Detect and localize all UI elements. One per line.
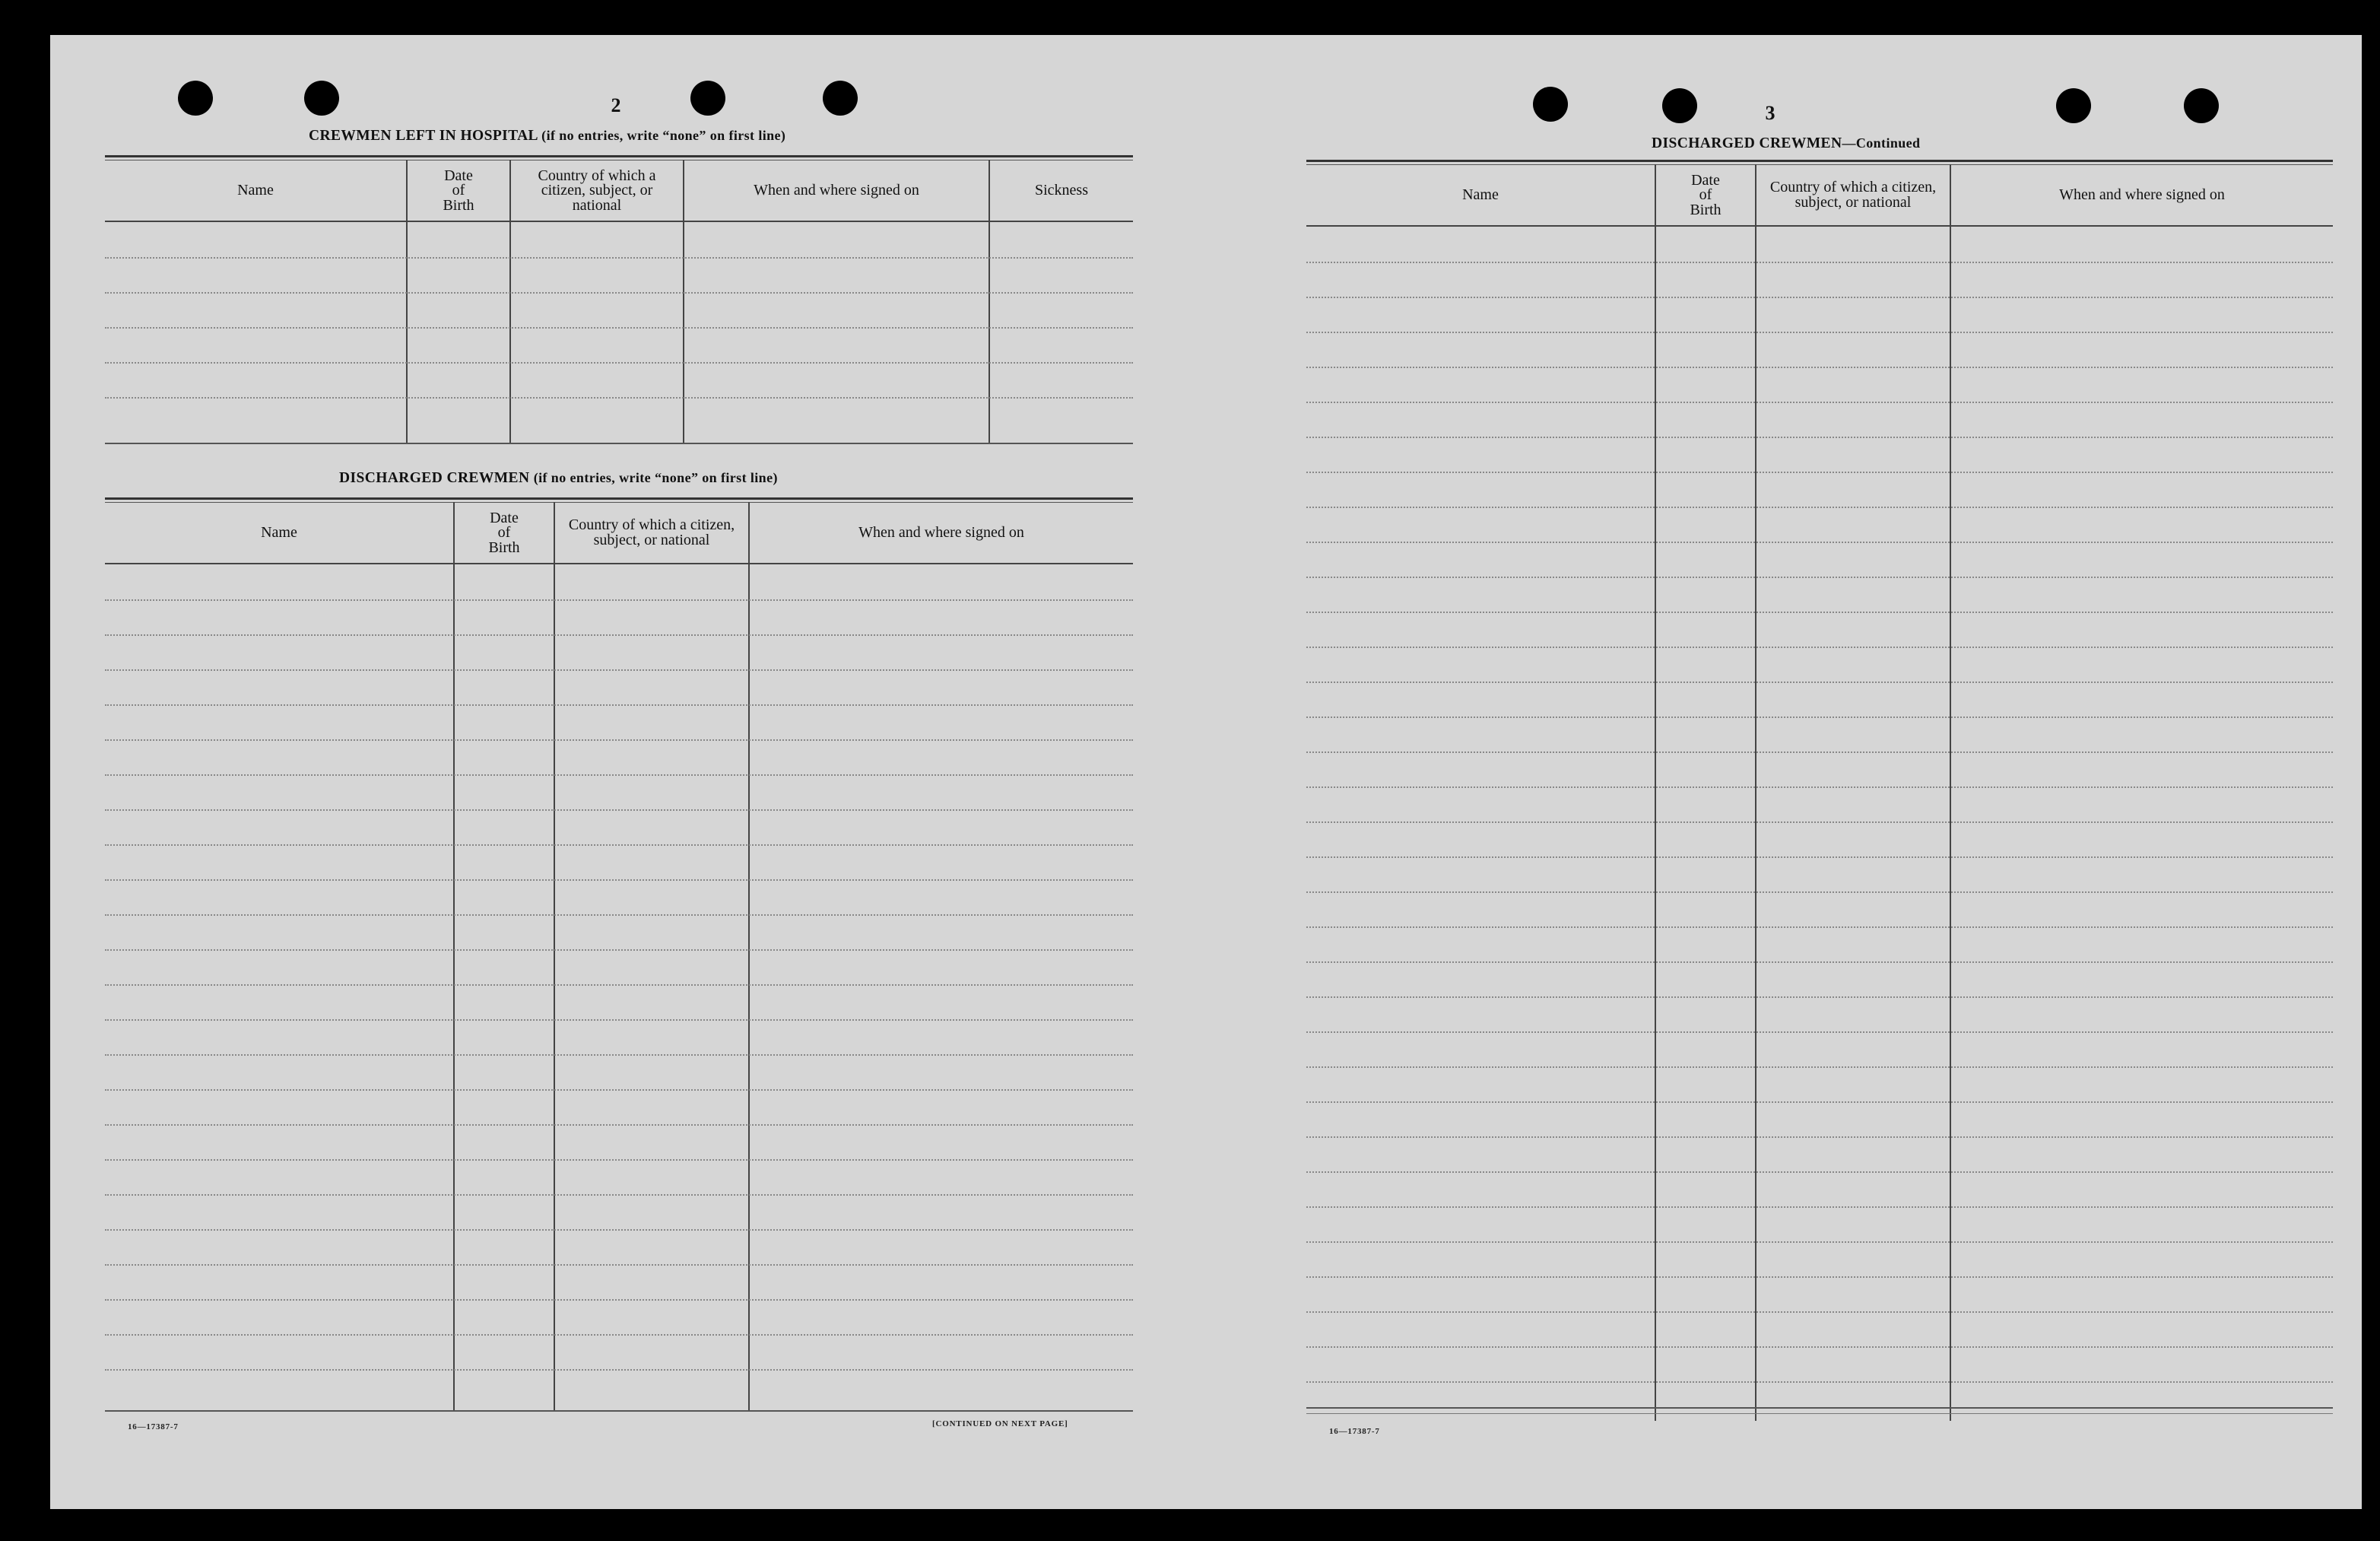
table-row: [1306, 542, 2333, 543]
punch-hole: [304, 81, 339, 116]
table-row: [105, 669, 1133, 671]
punch-hole: [2184, 88, 2219, 123]
discharged-continued-title: DISCHARGED CREWMEN—Continued: [1652, 135, 1921, 151]
col-header-name: Name: [237, 182, 274, 199]
table-row: [1306, 1311, 2333, 1313]
punch-hole: [690, 81, 725, 116]
table-row: [105, 397, 1133, 399]
table-row: [1306, 297, 2333, 298]
punch-hole: [1533, 87, 1568, 122]
continued-note: [CONTINUED ON NEXT PAGE]: [932, 1419, 1068, 1428]
table-row: [1306, 751, 2333, 753]
table-row: [105, 879, 1133, 881]
table-row: [1306, 1241, 2333, 1243]
table-row: [105, 1334, 1133, 1336]
table-row: [1306, 437, 2333, 438]
hospital-table: [105, 155, 1133, 482]
table-row: [105, 1089, 1133, 1091]
table-row: [1306, 507, 2333, 508]
table-row: [1306, 786, 2333, 788]
table-row: [1306, 1276, 2333, 1278]
table-row: [105, 292, 1133, 294]
table-row: [105, 1369, 1133, 1371]
table-row: [1306, 402, 2333, 403]
table-row: [1306, 472, 2333, 473]
form-number: 16—17387-7: [128, 1422, 179, 1431]
table-row: [105, 1124, 1133, 1126]
table-row: [105, 809, 1133, 811]
table-row: [1306, 682, 2333, 683]
table-row: [1306, 332, 2333, 333]
table-row: [1306, 856, 2333, 858]
table-row: [1306, 1136, 2333, 1138]
col-header-sickness: Sickness: [1035, 182, 1088, 199]
col-header-country: Country of which a citizen, subject, or national: [538, 167, 656, 214]
table-row: [1306, 1206, 2333, 1208]
table-row: [1306, 716, 2333, 718]
table-row: [105, 704, 1133, 706]
table-row: [105, 1159, 1133, 1161]
table-row: [1306, 1031, 2333, 1033]
table-row: [105, 1019, 1133, 1021]
punch-hole: [1662, 88, 1697, 123]
table-row: [1306, 647, 2333, 648]
col-header-name: Name: [1462, 186, 1499, 204]
left-page: [50, 35, 1191, 1509]
table-row: [105, 1054, 1133, 1056]
col-header-date-of-birth: Date of Birth: [443, 167, 474, 214]
table-row: [105, 634, 1133, 636]
table-row: [1306, 961, 2333, 963]
table-row: [1306, 612, 2333, 613]
col-header-date-of-birth: Date of Birth: [488, 509, 520, 556]
table-row: [1306, 926, 2333, 928]
discharged-section-title: DISCHARGED CREWMEN (if no entries, write “none” on first line): [339, 470, 778, 486]
table-row: [1306, 1066, 2333, 1068]
discharged-continued-table: [1306, 160, 2333, 1468]
table-row: [1306, 891, 2333, 893]
page-number: 2: [611, 94, 621, 116]
page-number: 3: [1765, 102, 1775, 124]
punch-hole: [2056, 88, 2091, 123]
table-row: [1306, 821, 2333, 823]
col-header-country: Country of which a citizen, subject, or national: [568, 516, 735, 548]
table-row: [1306, 996, 2333, 998]
table-row: [105, 1264, 1133, 1266]
table-row: [1306, 1101, 2333, 1103]
table-row: [105, 984, 1133, 986]
table-row: [105, 844, 1133, 846]
table-row: [1306, 262, 2333, 263]
table-row: [1306, 1346, 2333, 1348]
form-number: 16—17387-7: [1329, 1427, 1380, 1436]
col-header-signed-on: When and where signed on: [858, 524, 1024, 542]
table-row: [105, 362, 1133, 364]
table-row: [1306, 367, 2333, 368]
table-row: [105, 949, 1133, 951]
scanned-form-sheet: [50, 35, 2362, 1509]
table-row: [1306, 1381, 2333, 1383]
table-row: [1306, 577, 2333, 578]
table-row: [105, 599, 1133, 601]
right-page: [1191, 35, 2362, 1509]
table-row: [105, 1194, 1133, 1196]
table-row: [105, 257, 1133, 259]
col-header-signed-on: When and where signed on: [754, 182, 919, 199]
col-header-date-of-birth: Date of Birth: [1690, 171, 1722, 218]
discharged-table: [105, 497, 1133, 1448]
col-header-name: Name: [261, 524, 297, 542]
col-header-country: Country of which a citizen, subject, or national: [1769, 179, 1937, 211]
punch-hole: [823, 81, 858, 116]
hospital-section-title: CREWMEN LEFT IN HOSPITAL (if no entries, write “none” on first line): [309, 128, 786, 144]
col-header-signed-on: When and where signed on: [2059, 186, 2225, 204]
table-row: [105, 739, 1133, 741]
table-row: [1306, 1171, 2333, 1173]
punch-hole: [178, 81, 213, 116]
table-row: [105, 774, 1133, 776]
table-row: [105, 1299, 1133, 1301]
table-row: [105, 1229, 1133, 1231]
table-row: [105, 327, 1133, 329]
table-row: [105, 914, 1133, 916]
